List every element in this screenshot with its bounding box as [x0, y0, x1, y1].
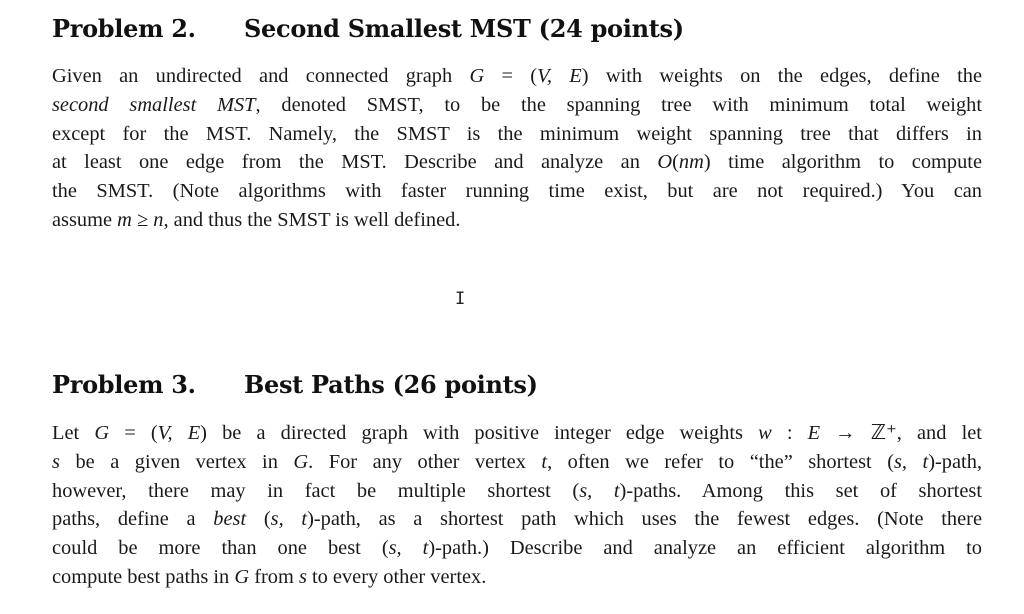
problem-2-heading — [52, 14, 684, 43]
problem-2-line: assume m ≥ n, and thus the SMST is well defined. — [52, 208, 461, 231]
problem-3-title: Best Paths (26 points) — [244, 370, 538, 399]
problem-2-line: the SMST. (Note algorithms with faster running time exist, but are not required.) You can — [52, 180, 982, 203]
problem-3-line: however, there may in fact be multiple shortest (s, t)-paths. Among this set of shortest — [52, 479, 982, 502]
problem-3-line: Let G = (V, E) be a directed graph with positive integer edge weights w : E → ℤ⁺, and let — [52, 422, 982, 444]
problem-3-statement — [52, 419, 982, 592]
problem-3-line: s be a given vertex in G. For any other vertex t, often we refer to “the” shortest (s, t)-path, — [52, 450, 982, 473]
text-cursor-icon: I — [455, 289, 466, 309]
problem-3-number: Problem 3. — [52, 370, 196, 399]
problem-3-line: could be more than one best (s, t)-path.) Describe and analyze an efficient algorithm to — [52, 537, 982, 560]
problem-3-line: compute best paths in G from s to every other vertex. — [52, 565, 487, 588]
problem-2-line: at least one edge from the MST. Describe and analyze an O(nm) time algorithm to compute — [52, 151, 982, 174]
problem-3-heading — [52, 370, 538, 399]
problem-2-number: Problem 2. — [52, 14, 196, 43]
problem-2-line: except for the MST. Namely, the SMST is the minimum weight spanning tree that differs in — [52, 122, 982, 145]
problem-3-line: paths, define a best (s, t)-path, as a shortest path which uses the fewest edges. (Note there — [52, 508, 983, 531]
problem-2-statement — [52, 62, 982, 235]
problem-2-line: Given an undirected and connected graph G = (V, E) with weights on the edges, define the — [52, 65, 982, 87]
problem-2-line: second smallest MST, denoted SMST, to be the spanning tree with minimum total weight — [52, 93, 982, 116]
problem-2-title: Second Smallest MST (24 points) — [244, 14, 684, 43]
